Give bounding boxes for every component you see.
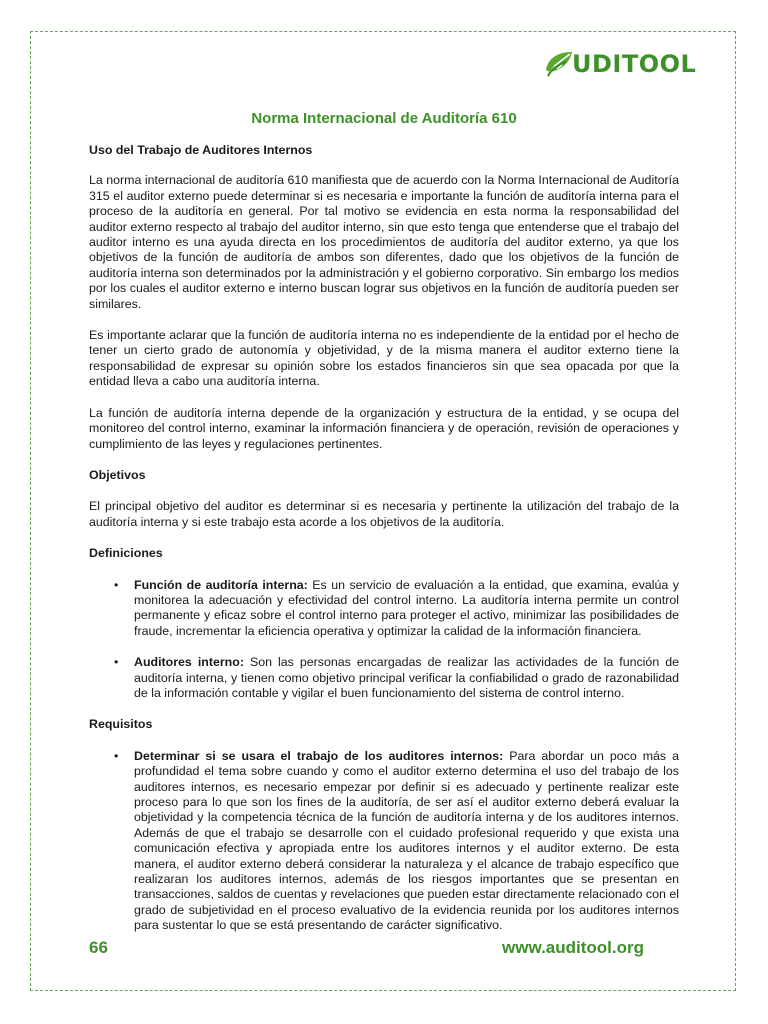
section-heading-uso: Uso del Trabajo de Auditores Internos <box>89 143 313 157</box>
document-title: Norma Internacional de Auditoría 610 <box>251 110 517 127</box>
section-heading-objetivos: Objetivos <box>89 467 146 482</box>
auditool-leaf-logo-icon <box>542 48 576 80</box>
requirements-list <box>89 749 679 934</box>
paragraph: El principal objetivo del auditor es determinar si es necesaria y pertinente la utilización del trabajo de la auditoría interna y si este trabajo esta acorde a los objetivos de la auditoría. <box>89 499 679 529</box>
auditool-logo <box>542 46 696 82</box>
section-heading-requisitos: Requisitos <box>89 717 153 732</box>
paragraph: La norma internacional de auditoría 610 manifiesta que de acuerdo con la Norma Internacional de Auditoría 315 el auditor externo puede determinar si es necesaria e importante la función de auditoría interna para el proceso de la auditoría en general. Por tal motivo se evidencia en esta norma la responsabilidad del auditor externo respecto al trabajo del auditor interno, sin que esto tenga que entenderse que el trabajo del auditor interno es una ayuda directa en los procedimientos de auditoría del auditor externo, ya que los objetivos de la función de auditoría de ambos son diferentes, dado que los objetivos de la función de auditoría interna son determinados por la administración y el gobierno corporativo. Sin embargo los medios por los cuales el auditor externo e interno buscan lograr sus objetivos en la función de auditoría pueden ser similares. <box>89 173 679 311</box>
section-heading-definiciones: Definiciones <box>89 546 163 561</box>
paragraph: La función de auditoría interna depende de la organización y estructura de la entidad, y se ocupa del monitoreo del control interno, examinar la información financiera y de operación, revisión de operaciones y cumplimiento de las leyes y regulaciones pertinentes. <box>89 405 679 451</box>
list-item <box>89 749 679 934</box>
bullet-icon: • <box>114 655 119 670</box>
bullet-icon: • <box>114 748 119 763</box>
page-number: 66 <box>89 938 108 957</box>
footer-url-link[interactable]: www.auditool.org <box>502 938 644 957</box>
document-body <box>89 143 679 950</box>
requirement-text: Para abordar un poco más a profundidad el tema sobre cuando y como el auditor externo determina el uso del trabajo de los auditores internos, es necesario empezar por definir si es adecuado y pertinente realizar este proceso para lo que son los fines de la auditoría, de ser así el auditor externo deberá evaluar la objetividad y la competencia técnica de la función de auditoría interna y de los auditores internos. Además de que el trabajo se desarrolle con el cuidado profesional requerido y que exista una comunicación efectiva y apropiada entre los auditores internos y el auditor externo. De esta manera, el auditor externo deberá considerar la naturaleza y el alcance de trabajo específico que realizaran los auditores internos, además de los riesgos importantes que se presentan en transacciones, saldos de cuentas y revelaciones que pueden estar directamente relacionado con el grado de subjetividad en el proceso evaluativo de la evidencia reunida por los auditores internos para sustentar lo que se está presentando de carácter significativo. <box>134 748 679 933</box>
list-item <box>89 578 679 640</box>
requirement-term: Determinar si se usara el trabajo de los auditores internos: <box>134 748 504 763</box>
definition-term: Función de auditoría interna: <box>134 577 308 592</box>
definition-text: Son las personas encargadas de realizar las actividades de la función de auditoría interna, y tienen como objetivo principal verificar la confiabilidad o grado de razonabilidad de la información contable y vigilar el buen funcionamiento del sistema de control interno. <box>134 655 679 700</box>
bullet-icon: • <box>114 577 119 592</box>
list-item <box>89 655 679 701</box>
definition-term: Auditores interno: <box>134 655 244 670</box>
logo-text: UDITOOL <box>572 50 697 78</box>
definitions-list <box>89 578 679 702</box>
paragraph: Es importante aclarar que la función de auditoría interna no es independiente de la entidad por el hecho de tener un cierto grado de autonomía y objetividad, y de la misma manera el auditor externo tiene la responsabilidad de expresar su opinión sobre los estados financieros sin que sea opacada por que la entidad lleva a cabo una auditoría interna. <box>89 328 679 389</box>
definition-text: Es un servicio de evaluación a la entidad, que examina, evalúa y monitorea la adecuación y efectividad del control interno. La auditoría interna permite un control permanente y eficaz sobre el control interno para proteger el activo, minimizar las posibilidades de fraude, incrementar la eficiencia operativa y optimizar la calidad de la información financiera. <box>134 577 679 638</box>
